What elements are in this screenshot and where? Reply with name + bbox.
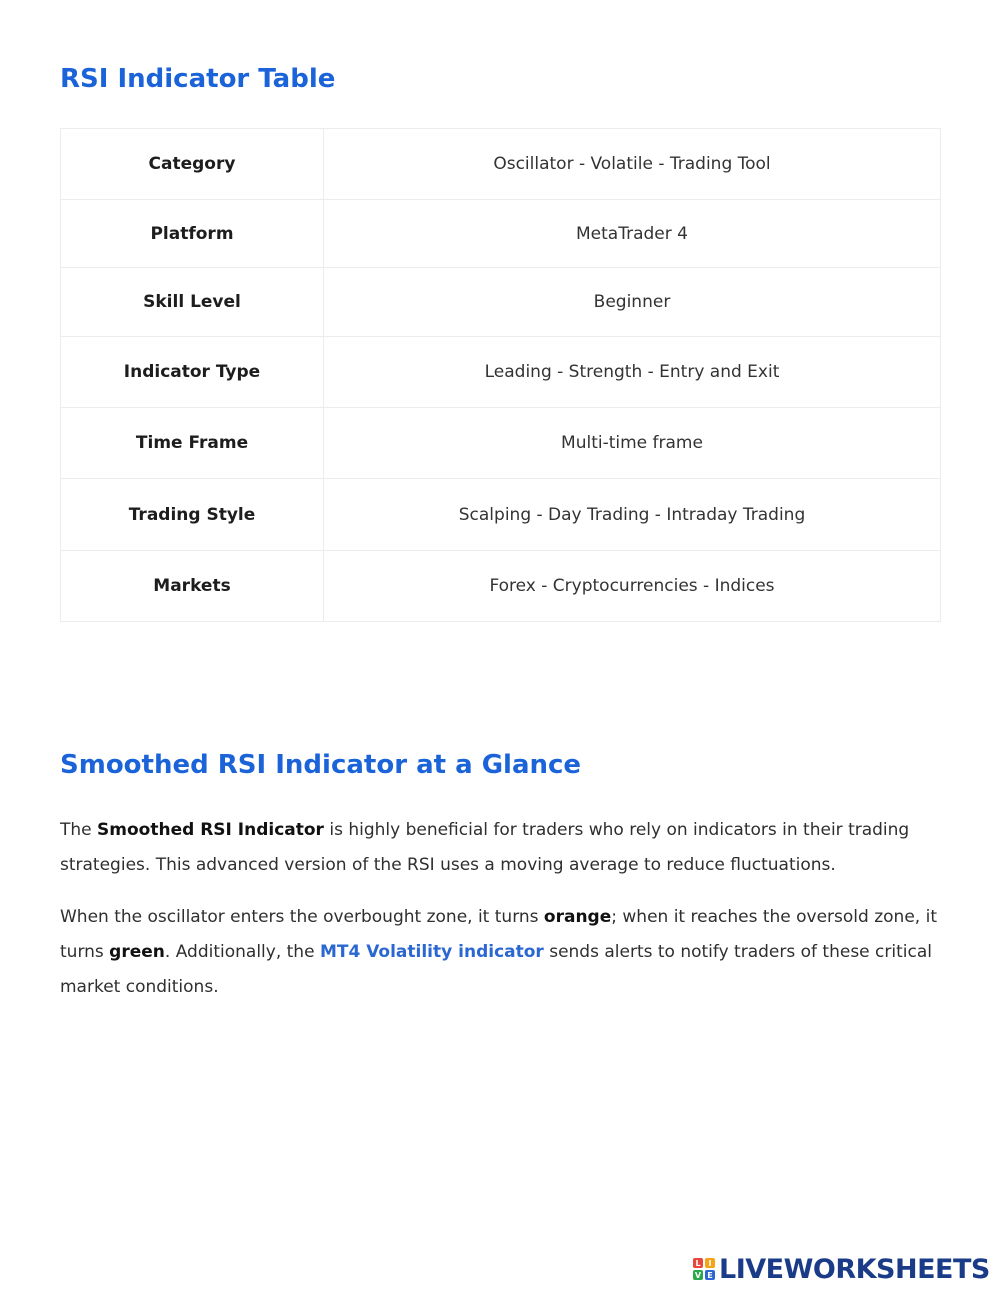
logo-tile: I bbox=[705, 1258, 715, 1268]
logo-tile: E bbox=[705, 1270, 715, 1280]
table-row bbox=[61, 551, 941, 622]
logo-tile: L bbox=[693, 1258, 703, 1268]
table-row bbox=[61, 200, 941, 268]
row-value: Leading - Strength - Entry and Exit bbox=[324, 337, 941, 408]
p1-bold: Smoothed RSI Indicator bbox=[97, 820, 324, 840]
p2-text-2: ; when it reaches the oversold zone, it turns bbox=[60, 907, 937, 962]
section-title: Smoothed RSI Indicator at a Glance bbox=[60, 750, 582, 780]
row-value: Multi-time frame bbox=[324, 408, 941, 479]
intro-paragraph bbox=[60, 813, 945, 883]
row-label: Trading Style bbox=[61, 479, 324, 551]
table-row bbox=[61, 268, 941, 337]
table-row bbox=[61, 479, 941, 551]
logo-text: LIVEWORKSHEETS bbox=[719, 1253, 990, 1285]
p2-text-3: . Additionally, the bbox=[164, 942, 320, 962]
row-label: Indicator Type bbox=[61, 337, 324, 408]
row-label: Markets bbox=[61, 551, 324, 622]
table-body bbox=[61, 129, 941, 622]
mt4-volatility-indicator-link[interactable]: MT4 Volatility indicator bbox=[319, 942, 544, 962]
table-row bbox=[61, 408, 941, 479]
p2-text-4: sends alerts to notify traders of these critical market conditions. bbox=[60, 942, 932, 997]
p2-bold-orange: orange bbox=[543, 907, 612, 927]
table-row bbox=[61, 129, 941, 200]
alerts-paragraph bbox=[60, 900, 945, 1005]
row-value: Scalping - Day Trading - Intraday Trading bbox=[324, 479, 941, 551]
logo-mark-icon bbox=[693, 1258, 715, 1280]
row-value: Forex - Cryptocurrencies - Indices bbox=[324, 551, 941, 622]
page-title: RSI Indicator Table bbox=[60, 64, 336, 94]
p1-post: is highly beneficial for traders who rely on indicators in their trading strategies. This advanced version of the RSI uses a moving average to reduce fluctuations. bbox=[60, 820, 910, 875]
p2-bold-green: green bbox=[109, 942, 165, 962]
row-value: Oscillator - Volatile - Trading Tool bbox=[324, 129, 941, 200]
p1-pre: The bbox=[60, 820, 98, 840]
table-row bbox=[61, 337, 941, 408]
row-value: MetaTrader 4 bbox=[324, 200, 941, 268]
row-label: Skill Level bbox=[61, 268, 324, 337]
row-value: Beginner bbox=[324, 268, 941, 337]
rsi-indicator-table bbox=[60, 128, 941, 622]
p2-text-1: When the oscillator enters the overbought zone, it turns bbox=[60, 907, 544, 927]
row-label: Platform bbox=[61, 200, 324, 268]
row-label: Time Frame bbox=[61, 408, 324, 479]
row-label: Category bbox=[61, 129, 324, 200]
liveworksheets-logo bbox=[693, 1252, 990, 1286]
logo-tile: V bbox=[694, 1270, 702, 1280]
